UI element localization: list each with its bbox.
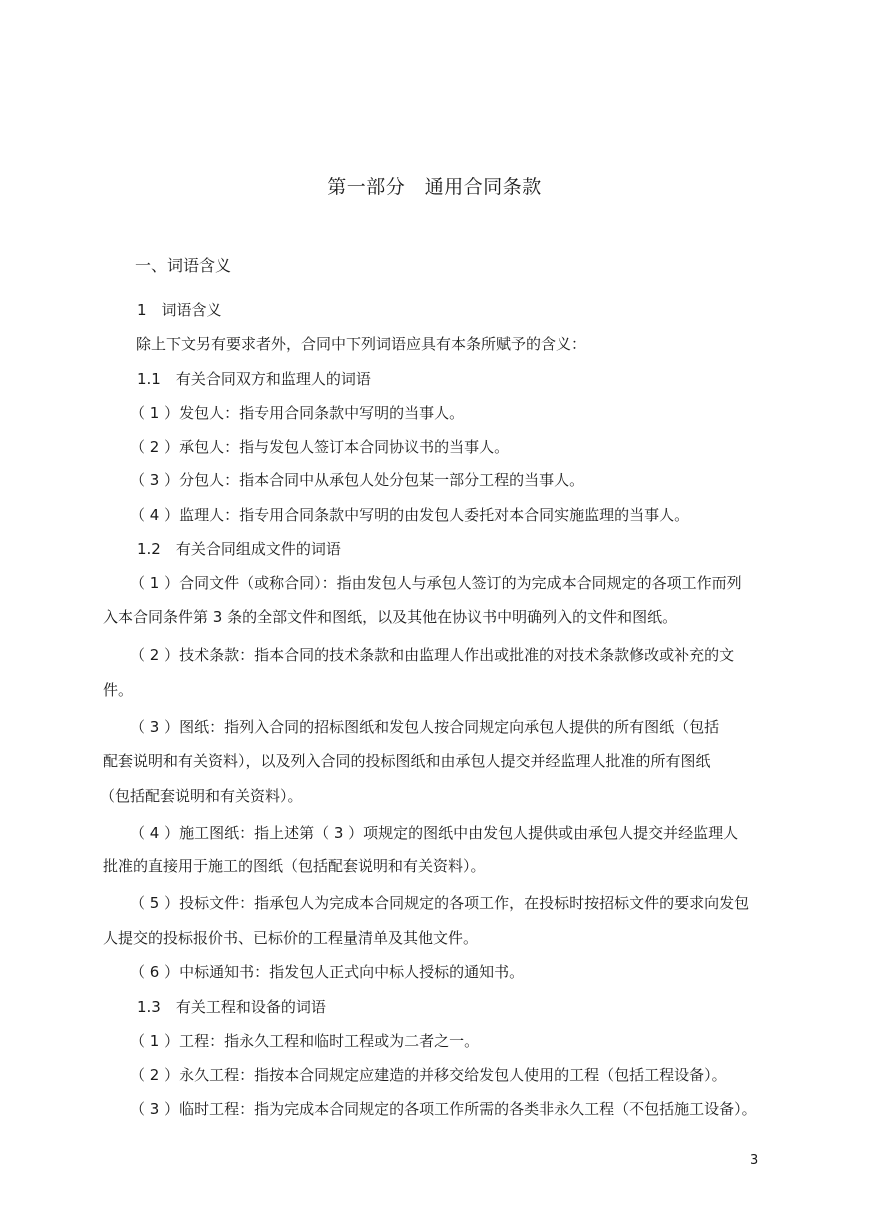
text-line: 1.1 有关合同双方和监理人的词语 bbox=[137, 370, 371, 388]
text-line: 件。 bbox=[103, 681, 134, 699]
text-line: （ 3 ）分包人：指本合同中从承包人处分包某一部分工程的当事人。 bbox=[130, 471, 585, 489]
section-heading: 一、词语含义 bbox=[135, 256, 232, 275]
text-line: （ 4 ）监理人：指专用合同条款中写明的由发包人委托对本合同实施监理的当事人。 bbox=[130, 506, 690, 524]
text-line: 1.2 有关合同组成文件的词语 bbox=[137, 540, 341, 558]
text-line: 人提交的投标报价书、已标价的工程量清单及其他文件。 bbox=[103, 929, 479, 947]
text-line: 除上下文另有要求者外，合同中下列词语应具有本条所赋予的含义： bbox=[136, 335, 587, 353]
text-line: （ 1 ）发包人：指专用合同条款中写明的当事人。 bbox=[130, 404, 465, 422]
text-line: （包括配套说明和有关资料）。 bbox=[100, 787, 303, 805]
text-line: （ 2 ）技术条款：指本合同的技术条款和由监理人作出或批准的对技术条款修改或补充的文 bbox=[130, 646, 735, 664]
text-line: （ 3 ）图纸：指列入合同的招标图纸和发包人按合同规定向承包人提供的所有图纸（包括 bbox=[130, 718, 720, 736]
text-line: （ 3 ）临时工程：指为完成本合同规定的各项工作所需的各类非永久工程（不包括施工设备）。 bbox=[130, 1100, 757, 1118]
text-line: （ 4 ）施工图纸：指上述第（ 3 ）项规定的图纸中由发包人提供或由承包人提交并经监理人 bbox=[130, 824, 739, 842]
text-line: 1 词语含义 bbox=[137, 301, 222, 319]
text-line: （ 2 ）承包人：指与发包人签订本合同协议书的当事人。 bbox=[130, 438, 510, 456]
text-line: 批准的直接用于施工的图纸（包括配套说明和有关资料）。 bbox=[103, 857, 486, 875]
text-line: 1.3 有关工程和设备的词语 bbox=[137, 998, 326, 1016]
text-line: （ 5 ）投标文件：指承包人为完成本合同规定的各项工作，在投标时按招标文件的要求向发包 bbox=[130, 894, 750, 912]
text-line: （ 1 ）合同文件（或称合同）：指由发包人与承包人签订的为完成本合同规定的各项工作而列 bbox=[130, 574, 742, 592]
page-number: 3 bbox=[750, 1153, 759, 1168]
document-title: 第一部分 通用合同条款 bbox=[327, 176, 542, 198]
text-line: （ 2 ）永久工程：指按本合同规定应建造的并移交给发包人使用的工程（包括工程设备）。 bbox=[130, 1066, 727, 1084]
text-line: 入本合同条件第 3 条的全部文件和图纸，以及其他在协议书中明确列入的文件和图纸。 bbox=[103, 608, 678, 626]
text-line: （ 6 ）中标通知书：指发包人正式向中标人授标的通知书。 bbox=[130, 963, 525, 981]
text-line: 配套说明和有关资料），以及列入合同的投标图纸和由承包人提交并经监理人批准的所有图纸 bbox=[103, 752, 711, 770]
text-line: （ 1 ）工程：指永久工程和临时工程或为二者之一。 bbox=[130, 1032, 480, 1050]
